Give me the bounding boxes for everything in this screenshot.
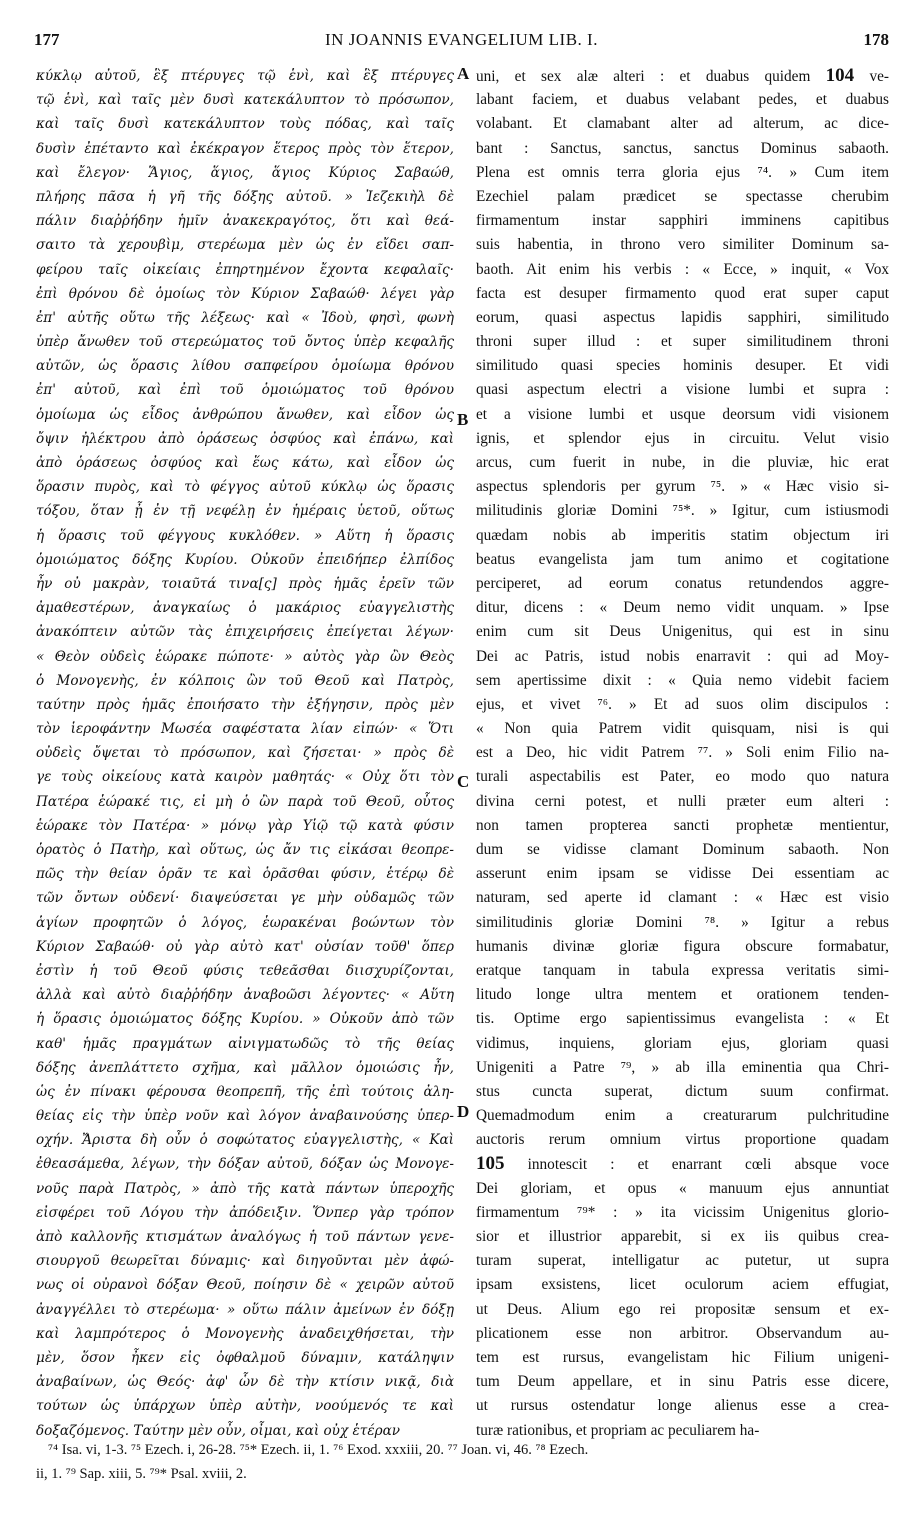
greek-line: ἐστὶν ἡ τοῦ Θεοῦ φύσις τεθεᾶσθαι διισχυρίζονται, — [36, 962, 454, 979]
greek-line: δόξης ἀνεπλάττετο σχῆμα, καὶ μᾶλλον ὁμοιώσις ἦν, — [36, 1059, 454, 1076]
greek-line: ἀναβαίνων, ὡς Θεός· ἀφ' ὧν δὲ τὴν κτίσιν νικᾷ, διὰ — [36, 1374, 454, 1391]
margin-letter-c: C — [457, 772, 470, 791]
greek-line: ὅρασιν πυρὸς, καὶ τὸ φέγγος αὐτοῦ κύκλῳ ὡς ὅρασις — [36, 479, 454, 496]
greek-line: τῷ ἑνὶ, καὶ ταῖς μὲν δυσὶ κατεκάλυπτον τὸ πρόσωπον, — [36, 92, 454, 109]
footnote-line: ⁷⁴ Isa. vi, 1-3. ⁷⁵ Ezech. i, 26-28. ⁷⁵* Ezech. ii, 1. ⁷⁶ Exod. xxxiii, 20. ⁷⁷ Joan. vi, 46. ⁷⁸ Ezech. — [48, 1442, 589, 1458]
greek-line: ἐθεασάμεθα, λέγων, τὴν δόξαν αὐτοῦ, δόξαν ὡς Μονογε- — [36, 1156, 454, 1173]
latin-line: tem est rursus, evangelistam hic Filium unigeni- — [476, 1348, 889, 1366]
latin-line: ditur, dicens : « Deum nemo vidit unquam. » Ipse — [476, 599, 889, 617]
latin-line: sior et illustrior apparebit, si ex iis quibus crea- — [476, 1228, 889, 1245]
greek-line: γε τοὺς οἰκείους κατὰ καιρὸν μαθητάς· « Οὐχ ὅτι τὸν — [36, 769, 454, 786]
latin-line: asserunt enim ipsam se vidisse Dei essentiam ac — [476, 865, 889, 883]
greek-line: ἀπὸ ὁράσεως ὀσφύος καὶ ἕως κάτω, καὶ εἶδον ὡς — [36, 455, 454, 471]
latin-line: ipsam exsistens, licet oculorum aciem effugiat, — [476, 1276, 889, 1294]
greek-line: δυσὶν ἐπέταντο καὶ ἐκέκραγον ἕτερος πρὸς τὸν ἕτερον, — [36, 140, 454, 157]
margin-letter-a: A — [457, 64, 470, 83]
latin-line: humanis divinæ gloriæ figura obscure formabatur, — [476, 937, 889, 955]
latin-line: tum Deum appellare, et in sinu Patris esse dicere, — [476, 1373, 889, 1391]
latin-line: divina cerni potest, et nulli præter eum alteri : — [476, 792, 889, 810]
greek-line: Κύριον Σαβαώθ· οὐ γὰρ αὐτὸ κατ' οὐσίαν τοῦθ' ὅπερ — [36, 938, 454, 955]
greek-line: εἰσφέρει τοῦ Λόγου τὴν ἀπόδειξιν. Ὅνπερ γὰρ τρόπον — [36, 1204, 454, 1221]
greek-line: ἀνακόπτειν αὐτῶν τὰς ἐπιχειρήσεις ἐπείγεται λέγων· — [36, 624, 454, 641]
greek-line: ὑπὲρ ἄνωθεν τοῦ στερεώματος τοῦ ὄντος ὑπὲρ κεφαλῆς — [36, 334, 454, 351]
latin-line: ejus, et vivet ⁷⁶. » Et ad suos olim discipulos : — [476, 695, 889, 713]
greek-line: πῶς τὴν θείαν ὁρᾶν τε καὶ ὁρᾶσθαι φύσιν, ἑτέρῳ δὲ — [36, 866, 454, 883]
greek-line: ἡ ὅρασις ὁμοιώματος δόξης Κυρίου. » Οὐκοῦν ἀπὸ τῶν — [36, 1011, 454, 1028]
latin-line: perciperet, ad eorum conatus retundendos aggre- — [476, 574, 889, 592]
greek-line: νοῦς παρὰ Πατρὸς, » ἀπὸ τῆς κατὰ πάντων ὑπεροχῆς — [36, 1180, 454, 1197]
greek-line: αὐτῶν, ὡς ὅρασις λίθου σαπφείρου ὁμοίωμα θρόνου — [36, 358, 454, 375]
greek-line: ἐπ' αὐτοῦ, καὶ ἐπὶ τοῦ ὁμοιώματος τοῦ θρόνου — [36, 382, 454, 399]
greek-line: ἀπὸ καλλονῆς κτισμάτων ἀναλόγως ἡ τοῦ πάντων γενε- — [36, 1229, 454, 1245]
latin-line: firmamentum ⁷⁹* : » ita vicissim Unigenitus glorio- — [476, 1203, 889, 1221]
latin-line: sem apertissime dixit : « Quia nemo videbit faciem — [476, 671, 889, 689]
greek-line: τόξου, ὅταν ᾖ ἐν τῇ νεφέλῃ ἐν ἡμέραις ὑετοῦ, οὕτως — [36, 503, 454, 520]
latin-line: tis. Optime ergo sapientissimus evangelista : « Et — [476, 1010, 889, 1028]
latin-line: Dei gloriam, et opus « manuum ejus annuntiat — [476, 1179, 889, 1197]
latin-line: non tamen propterea sancti prophetæ mentientur, — [476, 816, 889, 834]
latin-line: firmamentum instar sapphiri imminens capitibus — [476, 212, 889, 230]
latin-line: « Non quia Patrem vidit quisquam, nisi is qui — [476, 720, 889, 738]
latin-line: Ezechiel palam prædicet se spectasse cherubim — [476, 187, 889, 205]
latin-line: ut rursus ostendatur longe alienus esse a crea- — [476, 1397, 889, 1415]
latin-line: militudinis gloriæ Domini ⁷⁵*. » Igitur, cum istiusmodi — [476, 502, 889, 520]
page-number-right: 178 — [863, 30, 889, 49]
greek-line: νως οἱ οὐρανοὶ δόξαν Θεοῦ, ποίησιν δὲ « χειρῶν αὐτοῦ — [36, 1277, 454, 1294]
latin-line: similitudinis gloriæ Domini ⁷⁸. » Igitur a rebus — [476, 913, 889, 931]
greek-line: ὁμοίωμα ὡς εἶδος ἀνθρώπου ἄνωθεν, καὶ εἶδον ὡς — [36, 406, 454, 423]
greek-line: « Θεὸν οὐδεὶς ἑώρακε πώποτε· » αὐτὸς γὰρ ὢν Θεὸς — [36, 648, 454, 665]
greek-line: ἀναγγέλλει τὸ στερέωμα· » οὕτω πάλιν ἀμείνων ἐν δόξῃ — [36, 1301, 454, 1318]
greek-line: μὲν, ὅσον ἦκεν εἰς ὀφθαλμοῦ δύναμιν, κατάληψιν — [36, 1349, 454, 1366]
greek-line: ἀμαθεστέρων, ἀναγκαίως ὁ μακάριος εὐαγγελιστὴς — [36, 600, 454, 617]
greek-column — [36, 64, 454, 1443]
greek-line: Πατέρα ἑώρακέ τις, εἰ μὴ ὁ ὢν παρὰ τοῦ Θεοῦ, οὗτος — [36, 793, 454, 810]
greek-line: ἑώρακε τὸν Πατέρα· » μόνῳ γὰρ Υἱῷ τῷ κατὰ φύσιν — [36, 817, 454, 834]
latin-line: arcus, cum fuerit in nube, in die pluviæ, hic erat — [476, 454, 889, 471]
greek-line: καὶ ἔλεγον· Ἅγιος, ἅγιος, ἅγιος Κύριος Σαβαώθ, — [36, 164, 454, 181]
greek-line: καθ' ἡμᾶς πραγμάτων αἰνιγματωδῶς τὸ τῆς θείας — [36, 1035, 454, 1052]
latin-line: beatus evangelista jam tum animo et cogitatione — [476, 550, 889, 568]
greek-line: ὁ Μονογενὴς, ἐν κόλποις ὢν τοῦ Θεοῦ καὶ Πατρὸς, — [36, 672, 454, 689]
footnote-line: ii, 1. ⁷⁹ Sap. xiii, 5. ⁷⁹* Psal. xviii, 2. — [36, 1466, 247, 1482]
greek-line: τούτων ὡς ὑπάρχων ὑπὲρ αὐτὴν, νοούμενός τε καὶ — [36, 1398, 454, 1415]
latin-line: bant : Sanctus, sanctus, sanctus Dominus sabaoth. — [476, 139, 889, 157]
latin-line: et a visione lumbi et usque deorsum vidi visionem — [476, 405, 889, 423]
greek-line: καὶ ταῖς δυσὶ κατεκάλυπτον τοὺς πόδας, καὶ ταῖς — [36, 116, 454, 133]
latin-line: litudo longe ultra mentem et orationem tenden- — [476, 986, 889, 1004]
margin-letter-d: D — [457, 1102, 470, 1121]
latin-line: dum se vidisse clamant Dominum sabaoth. Non — [476, 841, 889, 858]
greek-line: πάλιν διαῤῥήδην ἡμῖν ἀνακεκραγότος, ὅτι καὶ θεά- — [36, 213, 454, 230]
latin-line: 105 innotescit : et enarrant cœli absque voce — [476, 1153, 889, 1175]
latin-line: baoth. Ait enim his verbis : « Ecce, » inquit, « Vox — [476, 260, 889, 278]
column-number: 104 — [825, 65, 855, 86]
greek-line: ἀλλὰ καὶ αὐτὸ διαῤῥήδην ἀναβοῶσι λέγοντες· « Αὕτη — [36, 987, 454, 1004]
latin-line: Dei ac Patris, istud nobis enarravit : qui ad Moy- — [476, 647, 889, 665]
latin-line: turam superat, intelligatur ac putetur, ut supra — [476, 1252, 889, 1270]
latin-line: turæ rationibus, et propriam ac peculiarem ha- — [476, 1421, 760, 1439]
latin-line: volabant. Et clamabant alter ad alterum, ac dice- — [476, 115, 889, 133]
greek-line: οχήν. Ἄριστα δὴ οὖν ὁ σοφώτατος εὐαγγελιστὴς, « Καὶ — [36, 1132, 454, 1149]
latin-line: quasi aspectum electri a visione lumbi et supra : — [476, 381, 889, 399]
greek-line: ὁμοιώματος δόξης Κυρίου. Οὐκοῦν ἐπειδήπερ ἐλπίδος — [36, 551, 454, 568]
greek-line: καὶ λαμπρότερος ὁ Μονογενὴς ἀναδειχθήσεται, τὴν — [36, 1325, 454, 1342]
latin-line: throni super illud : et super similitudinem throni — [476, 333, 889, 351]
latin-line: eratque tanquam in tabula expressa veritatis simi- — [476, 961, 889, 979]
latin-line: similitudo quasi species hominis desuper. Et vidi — [476, 357, 889, 375]
latin-line: stus cuncta superat, dictum suum confirmat. — [476, 1082, 889, 1100]
greek-line: τῶν ὄντων οὐδενί· διαψεύσεται γε μὴν οὐδαμῶς τῶν — [36, 890, 454, 907]
greek-line: ὄψιν ἠλέκτρου ἀπὸ ὁράσεως ὀσφύος καὶ ἐπάνω, καὶ — [36, 430, 454, 447]
latin-line: ignis, et splendor ejus in circuitu. Velut visio — [476, 429, 889, 447]
latin-line: Plena est omnis terra gloria ejus ⁷⁴. » Cum item — [476, 163, 889, 181]
greek-line: ἡ ὅρασις τοῦ φέγγους κυκλόθεν. » Αὕτη ἡ ὅρασις — [36, 527, 454, 544]
latin-line: facta est desuper firmamento quod erat super caput — [476, 284, 889, 302]
latin-column — [476, 64, 889, 1443]
latin-line: aspectus splendoris per gyrum ⁷⁵. » « Hæc visio si- — [476, 478, 889, 496]
latin-line: est a Deo, hic vidit Patrem ⁷⁷. » Soli enim Filio na- — [476, 744, 889, 762]
latin-line: suis habentia, in throno vero similiter Dominum sa- — [476, 236, 889, 254]
latin-line: ut Deus. Alium ego rei propositæ sensum et ex- — [476, 1300, 889, 1318]
latin-line: turali aspectabilis est Pater, eo modo quo natura — [476, 768, 889, 786]
footnotes — [36, 1438, 896, 1486]
latin-line: labant faciem, et duabus velabant pedes, et duabus — [476, 91, 889, 109]
latin-line: Unigeniti a Patre ⁷⁹, » ab illa eminentia qua Chri- — [476, 1058, 889, 1076]
greek-line: φείρου ταῖς οἰκείαις ἐπηρτημένον ἔχοντα κεφαλαῖς· — [36, 261, 454, 278]
latin-line: naturam, sed aperte id clamant : « Hæc est visio — [476, 889, 889, 907]
page-number-left: 177 — [34, 30, 60, 49]
latin-line: auctoris rerum omnium virtus proportione quadam — [476, 1131, 889, 1149]
greek-line: κύκλῳ αὐτοῦ, ἓξ πτέρυγες τῷ ἑνὶ, καὶ ἓξ πτέρυγες — [36, 68, 454, 84]
greek-line: οὐδεὶς ὄψεται τὸ πρόσωπον, καὶ ζήσεται· » πρὸς δὲ — [36, 745, 454, 762]
latin-line: uni, et sex alæ alteri : et duabus quidem 104 ve- — [476, 65, 889, 86]
greek-line: ἦν οὐ μακρὰν, τοιαῦτά τινα[ς] πρὸς ἡμᾶς ἐρεῖν τῶν — [36, 575, 454, 592]
greek-line: σιουργοῦ θεωρεῖται δύναμις· καὶ διηγοῦνται μὲν ἀφώ- — [36, 1253, 454, 1270]
greek-line: ὁρατὸς ὁ Πατὴρ, καὶ οὕτως, ὡς ἄν τις εἰκάσαι θεοπρε- — [36, 842, 454, 858]
latin-line: eorum, quasi aspectus lapidis sapphiri, similitudo — [476, 308, 889, 326]
greek-line: πλήρης πᾶσα ἡ γῆ τῆς δόξης αὐτοῦ. » Ἰεζεκιὴλ δὲ — [36, 188, 454, 205]
greek-line: ἐπὶ θρόνου δὲ ὁμοίως τὸν Κύριον Σαβαώθ· λέγει γὰρ — [36, 285, 454, 302]
latin-line: quædam nobis ab imperitis statim objectum iri — [476, 526, 889, 544]
greek-line: ἐπ' αὐτῆς οὕτω τῆς λέξεως· καὶ « Ἰδοὺ, φησὶ, φωνὴ — [36, 309, 454, 326]
greek-line: ταύτην πρὸς ἡμᾶς ἐποιήσατο τὴν ἐξήγησιν, πρὸς μὲν — [36, 696, 454, 713]
running-title: IN JOANNIS EVANGELIUM LIB. I. — [325, 30, 598, 49]
greek-line: θείας εἰς τὴν ὑπὲρ νοῦν καὶ λόγον ἀναβαινούσης ὑπερ- — [36, 1108, 454, 1125]
running-header — [34, 30, 889, 54]
latin-line: vidimus, inquiens, gloriam ejus, gloriam quasi — [476, 1034, 889, 1052]
column-number: 105 — [476, 1153, 505, 1175]
greek-line: ὡς ἐν πίνακι φέρουσα θεοπρεπῆ, τῆς ἐπὶ τούτοις ἀλη- — [36, 1083, 454, 1100]
greek-line: τὸν ἱεροφάντην Μωσέα σαφέστατα λίαν εἰπών· « Ὅτι — [36, 721, 454, 738]
latin-line: Quemadmodum enim a creaturarum pulchritudine — [476, 1107, 889, 1125]
greek-line: σαιτο τὰ χερουβὶμ, στερέωμα μὲν ὡς ἐν εἴδει σαπ- — [36, 237, 454, 254]
latin-line: enim cum sit Deus Unigenitus, qui est in sinu — [476, 623, 889, 641]
margin-letter-b: B — [457, 410, 469, 429]
latin-line: plicationem esse non arbitror. Observandum au- — [476, 1324, 889, 1342]
greek-line: ἁγίων προφητῶν ὁ λόγος, ἑωρακέναι βοώντων τὸν — [36, 914, 454, 931]
greek-line: δοξαζόμενος. Ταύτην μὲν οὖν, οἶμαι, καὶ οὐχ ἑτέραν — [36, 1422, 401, 1439]
